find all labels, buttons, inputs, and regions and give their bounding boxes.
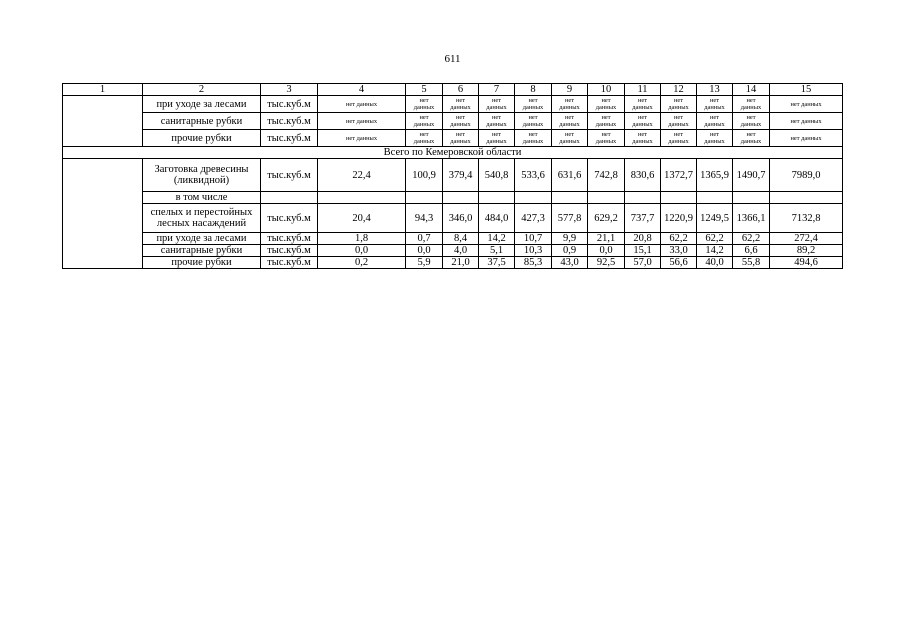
value-cell: 0,2 <box>318 257 406 269</box>
value-cell: 0,0 <box>318 245 406 257</box>
value-cell: 0,9 <box>552 245 588 257</box>
value-cell: 629,2 <box>588 204 625 233</box>
value-cell: 94,3 <box>406 204 443 233</box>
no-data-cell: нет данных <box>661 113 697 130</box>
table-row <box>63 96 843 113</box>
unit-cell: тыс.куб.м <box>261 204 318 233</box>
unit-cell: тыс.куб.м <box>261 257 318 269</box>
no-data-cell: нет данных <box>443 130 479 147</box>
no-data-cell: нет данных <box>515 113 552 130</box>
row-label: санитарные рубки <box>143 245 261 257</box>
value-cell: 57,0 <box>625 257 661 269</box>
header-cell: 9 <box>552 84 588 96</box>
value-cell: 10,3 <box>515 245 552 257</box>
value-cell: 1220,9 <box>661 204 697 233</box>
value-cell: 22,4 <box>318 159 406 192</box>
row-label: спелых и перестойных лесных насаждений <box>143 204 261 233</box>
unit-cell: тыс.куб.м <box>261 96 318 113</box>
header-cell: 11 <box>625 84 661 96</box>
header-cell: 10 <box>588 84 625 96</box>
data-table <box>62 83 843 269</box>
no-data-cell: нет данных <box>625 113 661 130</box>
unit-cell: тыс.куб.м <box>261 233 318 245</box>
value-cell: 577,8 <box>552 204 588 233</box>
no-data-cell: нет данных <box>661 96 697 113</box>
no-data-cell: нет данных <box>552 113 588 130</box>
no-data-cell: нет данных <box>479 96 515 113</box>
value-cell: 5,1 <box>479 245 515 257</box>
value-cell: 20,4 <box>318 204 406 233</box>
value-cell: 10,7 <box>515 233 552 245</box>
row-label: Заготовка древесины (ликвидной) <box>143 159 261 192</box>
no-data-cell: нет данных <box>479 130 515 147</box>
value-cell: 15,1 <box>625 245 661 257</box>
no-data-cell: нет данных <box>625 130 661 147</box>
section-title: Всего по Кемеровской области <box>63 147 843 159</box>
header-cell: 4 <box>318 84 406 96</box>
header-cell: 3 <box>261 84 318 96</box>
value-cell: 830,6 <box>625 159 661 192</box>
table-row <box>63 113 843 130</box>
value-cell: 0,0 <box>588 245 625 257</box>
value-cell: 346,0 <box>443 204 479 233</box>
value-cell: 272,4 <box>770 233 843 245</box>
no-data-cell: нет данных <box>770 130 843 147</box>
header-cell: 5 <box>406 84 443 96</box>
row-label: прочие рубки <box>143 257 261 269</box>
no-data-cell: нет данных <box>479 113 515 130</box>
no-data-cell: нет данных <box>318 113 406 130</box>
header-cell: 13 <box>697 84 733 96</box>
no-data-cell: нет данных <box>552 96 588 113</box>
no-data-cell: нет данных <box>770 96 843 113</box>
no-data-cell: нет данных <box>406 130 443 147</box>
region-cell <box>63 96 143 147</box>
value-cell: 33,0 <box>661 245 697 257</box>
table-row <box>63 192 843 204</box>
header-cell: 8 <box>515 84 552 96</box>
value-cell: 1,8 <box>318 233 406 245</box>
no-data-cell: нет данных <box>697 96 733 113</box>
unit-cell: тыс.куб.м <box>261 245 318 257</box>
no-data-cell: нет данных <box>588 130 625 147</box>
no-data-cell: нет данных <box>515 96 552 113</box>
no-data-cell: нет данных <box>318 130 406 147</box>
value-cell: 631,6 <box>552 159 588 192</box>
table-row <box>63 204 843 233</box>
value-cell: 85,3 <box>515 257 552 269</box>
no-data-cell: нет данных <box>318 96 406 113</box>
no-data-cell: нет данных <box>733 96 770 113</box>
no-data-cell: нет данных <box>552 130 588 147</box>
table-row <box>63 257 843 269</box>
section-row <box>63 147 843 159</box>
value-cell: 21,0 <box>443 257 479 269</box>
header-cell: 6 <box>443 84 479 96</box>
region-cell <box>63 159 143 269</box>
header-cell: 12 <box>661 84 697 96</box>
no-data-cell: нет данных <box>406 96 443 113</box>
header-row <box>63 84 843 96</box>
value-cell: 8,4 <box>443 233 479 245</box>
table-row <box>63 245 843 257</box>
value-cell: 533,6 <box>515 159 552 192</box>
page-number: 611 <box>444 53 461 65</box>
value-cell: 7132,8 <box>770 204 843 233</box>
table-row <box>63 233 843 245</box>
no-data-cell: нет данных <box>661 130 697 147</box>
value-cell: 1372,7 <box>661 159 697 192</box>
header-cell: 15 <box>770 84 843 96</box>
header-cell: 7 <box>479 84 515 96</box>
no-data-cell: нет данных <box>406 113 443 130</box>
value-cell: 1366,1 <box>733 204 770 233</box>
value-cell: 379,4 <box>443 159 479 192</box>
table-row <box>63 130 843 147</box>
value-cell: 6,6 <box>733 245 770 257</box>
value-cell: 14,2 <box>479 233 515 245</box>
value-cell: 1249,5 <box>697 204 733 233</box>
no-data-cell: нет данных <box>588 113 625 130</box>
value-cell: 484,0 <box>479 204 515 233</box>
no-data-cell: нет данных <box>770 113 843 130</box>
value-cell: 427,3 <box>515 204 552 233</box>
header-cell: 14 <box>733 84 770 96</box>
value-cell: 43,0 <box>552 257 588 269</box>
value-cell: 62,2 <box>697 233 733 245</box>
value-cell: 37,5 <box>479 257 515 269</box>
value-cell: 737,7 <box>625 204 661 233</box>
value-cell: 9,9 <box>552 233 588 245</box>
value-cell: 494,6 <box>770 257 843 269</box>
no-data-cell: нет данных <box>733 113 770 130</box>
no-data-cell: нет данных <box>697 130 733 147</box>
value-cell: 5,9 <box>406 257 443 269</box>
no-data-cell: нет данных <box>515 130 552 147</box>
unit-cell: тыс.куб.м <box>261 130 318 147</box>
unit-cell: тыс.куб.м <box>261 159 318 192</box>
value-cell: 1365,9 <box>697 159 733 192</box>
value-cell: 55,8 <box>733 257 770 269</box>
value-cell: 4,0 <box>443 245 479 257</box>
value-cell: 62,2 <box>661 233 697 245</box>
row-label: в том числе <box>143 192 261 204</box>
no-data-cell: нет данных <box>443 96 479 113</box>
row-label: прочие рубки <box>143 130 261 147</box>
no-data-cell: нет данных <box>733 130 770 147</box>
header-cell: 1 <box>63 84 143 96</box>
value-cell: 20,8 <box>625 233 661 245</box>
value-cell: 0,0 <box>406 245 443 257</box>
no-data-cell: нет данных <box>697 113 733 130</box>
value-cell: 742,8 <box>588 159 625 192</box>
table-row <box>63 159 843 192</box>
row-label: санитарные рубки <box>143 113 261 130</box>
unit-cell: тыс.куб.м <box>261 113 318 130</box>
value-cell: 100,9 <box>406 159 443 192</box>
value-cell: 0,7 <box>406 233 443 245</box>
value-cell: 21,1 <box>588 233 625 245</box>
value-cell: 62,2 <box>733 233 770 245</box>
header-cell: 2 <box>143 84 261 96</box>
no-data-cell: нет данных <box>588 96 625 113</box>
value-cell: 56,6 <box>661 257 697 269</box>
value-cell: 540,8 <box>479 159 515 192</box>
no-data-cell: нет данных <box>625 96 661 113</box>
value-cell: 14,2 <box>697 245 733 257</box>
value-cell: 40,0 <box>697 257 733 269</box>
value-cell: 1490,7 <box>733 159 770 192</box>
value-cell: 89,2 <box>770 245 843 257</box>
no-data-cell: нет данных <box>443 113 479 130</box>
value-cell: 7989,0 <box>770 159 843 192</box>
row-label: при уходе за лесами <box>143 233 261 245</box>
value-cell: 92,5 <box>588 257 625 269</box>
row-label: при уходе за лесами <box>143 96 261 113</box>
